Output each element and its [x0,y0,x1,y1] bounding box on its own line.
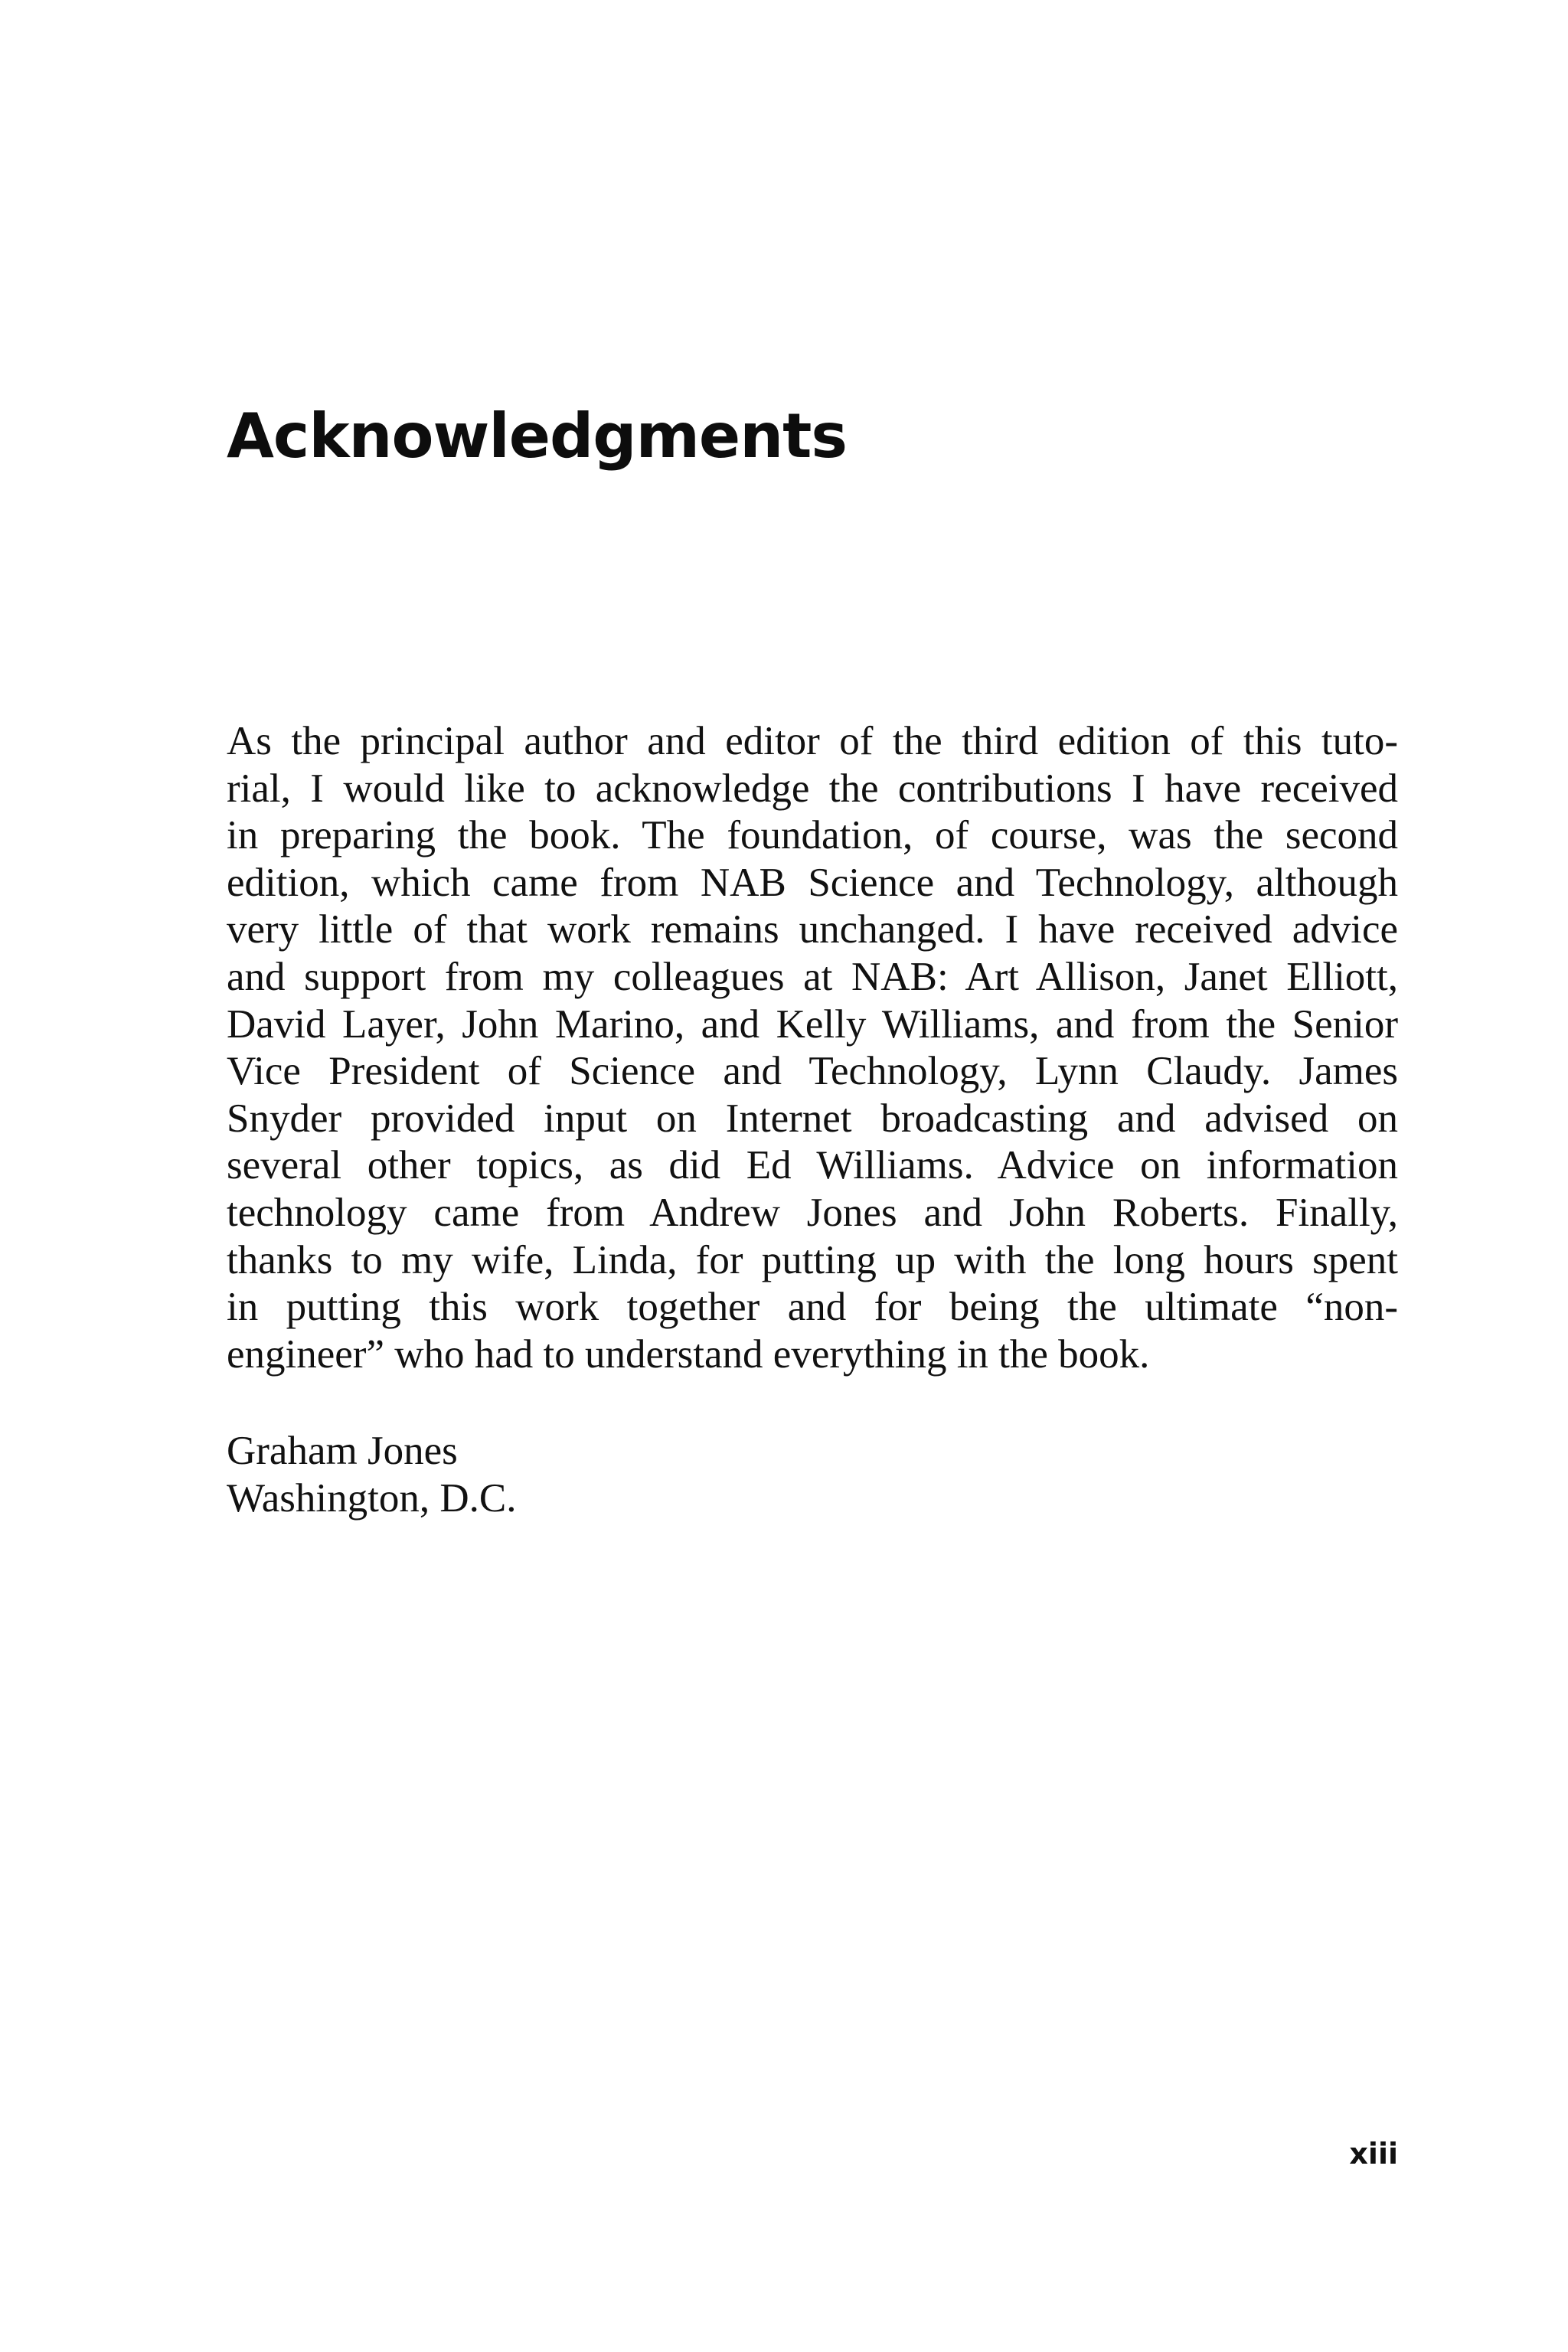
author-location: Washington, D.C. [227,1476,517,1521]
author-name: Graham Jones [227,1429,458,1473]
page-number: xiii [1349,2137,1398,2171]
paragraph-line: thanks to my wife, Linda, for putting up with the long hours spent [227,1237,1398,1282]
page-heading: Acknowledgments [227,400,847,472]
paragraph-line: Vice President of Science and Technology, Lynn Claudy. James [227,1049,1398,1094]
paragraph-line: technology came from Andrew Jones and John Roberts. Finally, [227,1190,1398,1235]
paragraph-line: several other topics, as did Ed Williams. Advice on information [227,1143,1398,1188]
paragraph-line: very little of that work remains unchanged. I have received advice [227,907,1398,952]
paragraph-line: As the principal author and editor of the third edition of this tuto- [227,719,1398,763]
paragraph-line: in preparing the book. The foundation, of course, was the second [227,813,1398,858]
paragraph-line: rial, I would like to acknowledge the contributions I have received [227,766,1398,811]
paragraph-line: David Layer, John Marino, and Kelly Williams, and from the Senior [227,1001,1398,1047]
paragraph-line: engineer” who had to understand everything in the book. [227,1331,1150,1377]
paragraph-line: edition, which came from NAB Science and Technology, although [227,860,1398,905]
paragraph-line: and support from my colleagues at NAB: Art Allison, Janet Elliott, [227,954,1398,999]
paragraph-line: in putting this work together and for being the ultimate “non- [227,1285,1398,1330]
paragraph-line: Snyder provided input on Internet broadcasting and advised on [227,1096,1398,1141]
acknowledgment-paragraph [227,718,1398,1378]
signature-block [227,1427,517,1522]
